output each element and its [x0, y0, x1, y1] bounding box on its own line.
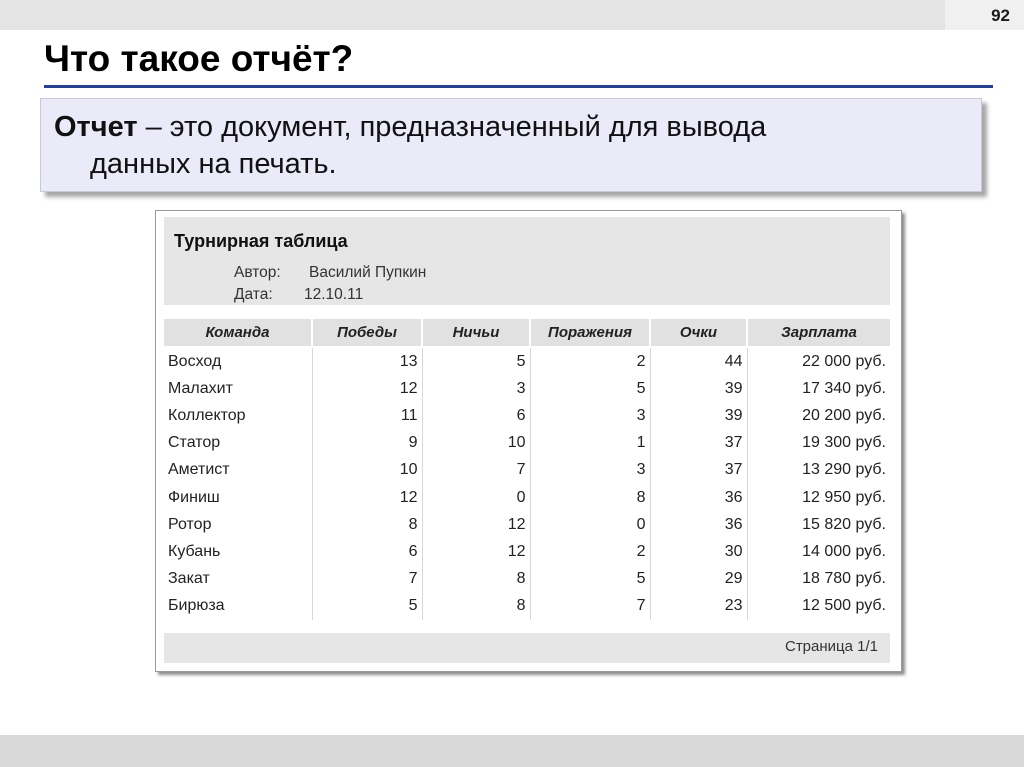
table-row	[164, 430, 890, 457]
value-cell: 37	[650, 457, 747, 484]
report-footer	[164, 633, 890, 663]
team-name-cell: Коллектор	[164, 402, 312, 429]
value-cell: 13 290 руб.	[802, 461, 886, 479]
author-value: Василий Пупкин	[309, 264, 427, 281]
team-name-cell: Статор	[164, 430, 312, 457]
report-preview	[155, 210, 902, 672]
table-row	[164, 511, 890, 538]
value-cell: 22 000 руб.	[802, 352, 886, 370]
value-cell: 29	[650, 566, 747, 593]
value-cell: 8	[312, 511, 422, 538]
value-cell: 30	[650, 538, 747, 565]
column-header: Команда	[164, 319, 312, 347]
value-cell: 5	[422, 347, 530, 375]
value-cell: 44	[650, 347, 747, 375]
value-cell: 12	[312, 375, 422, 402]
column-header: Очки	[650, 319, 747, 347]
value-cell: 8	[530, 484, 650, 511]
table-row	[164, 484, 890, 511]
table-row	[164, 538, 890, 565]
value-cell: 19 300 руб.	[802, 434, 886, 452]
table-row	[164, 457, 890, 484]
column-header: Зарплата	[747, 319, 890, 347]
value-cell: 7	[422, 457, 530, 484]
value-cell: 36	[650, 511, 747, 538]
value-cell: 15 820 руб.	[802, 515, 886, 533]
team-name-cell: Малахит	[164, 375, 312, 402]
value-cell: 2	[530, 538, 650, 565]
value-cell: 39	[650, 402, 747, 429]
page-indicator: Страница 1/1	[784, 638, 878, 655]
definition-term: Отчет	[54, 111, 138, 143]
value-cell: 3	[422, 375, 530, 402]
value-cell: 3	[530, 457, 650, 484]
value-cell: 8	[422, 566, 530, 593]
value-cell: 13	[312, 347, 422, 375]
report-table	[164, 319, 890, 620]
value-cell: 8	[422, 593, 530, 620]
value-cell: 17 340 руб.	[802, 379, 886, 397]
value-cell: 12	[422, 538, 530, 565]
value-cell: 12 500 руб.	[802, 597, 886, 615]
value-cell: 10	[422, 430, 530, 457]
value-cell: 12	[422, 511, 530, 538]
definition-line1: – это документ, предназначенный для вывода	[137, 111, 767, 143]
column-header: Победы	[312, 319, 422, 347]
value-cell: 7	[530, 593, 650, 620]
team-name-cell: Кубань	[164, 538, 312, 565]
team-name-cell: Аметист	[164, 457, 312, 484]
team-name-cell: Ротор	[164, 511, 312, 538]
top-bar	[0, 0, 1024, 30]
table-row	[164, 375, 890, 402]
value-cell: 0	[422, 484, 530, 511]
value-cell: 2	[530, 347, 650, 375]
definition-line2: данных на печать.	[90, 148, 337, 180]
value-cell: 14 000 руб.	[802, 542, 886, 560]
value-cell: 5	[530, 375, 650, 402]
value-cell: 7	[312, 566, 422, 593]
definition-box	[40, 98, 982, 192]
table-header-row	[164, 319, 890, 347]
top-bar-corner	[945, 0, 1024, 30]
bottom-bar	[0, 735, 1024, 767]
value-cell: 5	[530, 566, 650, 593]
value-cell: 10	[312, 457, 422, 484]
value-cell: 18 780 руб.	[802, 570, 886, 588]
report-title: Турнирная таблица	[174, 231, 348, 251]
date-value: 12.10.11	[304, 286, 364, 303]
value-cell: 12 950 руб.	[802, 488, 886, 506]
team-name-cell: Бирюза	[164, 593, 312, 620]
definition-text	[54, 109, 954, 183]
column-header: Поражения	[530, 319, 650, 347]
value-cell: 3	[530, 402, 650, 429]
team-name-cell: Восход	[164, 347, 312, 375]
value-cell: 11	[312, 402, 422, 429]
value-cell: 1	[530, 430, 650, 457]
value-cell: 6	[422, 402, 530, 429]
team-name-cell: Закат	[164, 566, 312, 593]
value-cell: 39	[650, 375, 747, 402]
value-cell: 5	[312, 593, 422, 620]
value-cell: 36	[650, 484, 747, 511]
value-cell: 37	[650, 430, 747, 457]
title-underline	[44, 85, 993, 88]
value-cell: 12	[312, 484, 422, 511]
slide-title: Что такое отчёт?	[44, 38, 354, 79]
team-name-cell: Финиш	[164, 484, 312, 511]
table-row	[164, 347, 890, 375]
table-row	[164, 402, 890, 429]
value-cell: 23	[650, 593, 747, 620]
date-label: Дата:	[234, 286, 273, 303]
table-row	[164, 593, 890, 620]
value-cell: 9	[312, 430, 422, 457]
value-cell: 20 200 руб.	[802, 406, 886, 424]
table-row	[164, 566, 890, 593]
value-cell: 6	[312, 538, 422, 565]
author-label: Автор:	[234, 264, 281, 281]
column-header: Ничьи	[422, 319, 530, 347]
report-header	[164, 217, 890, 305]
value-cell: 0	[530, 511, 650, 538]
slide-page-number: 92	[991, 6, 1010, 25]
